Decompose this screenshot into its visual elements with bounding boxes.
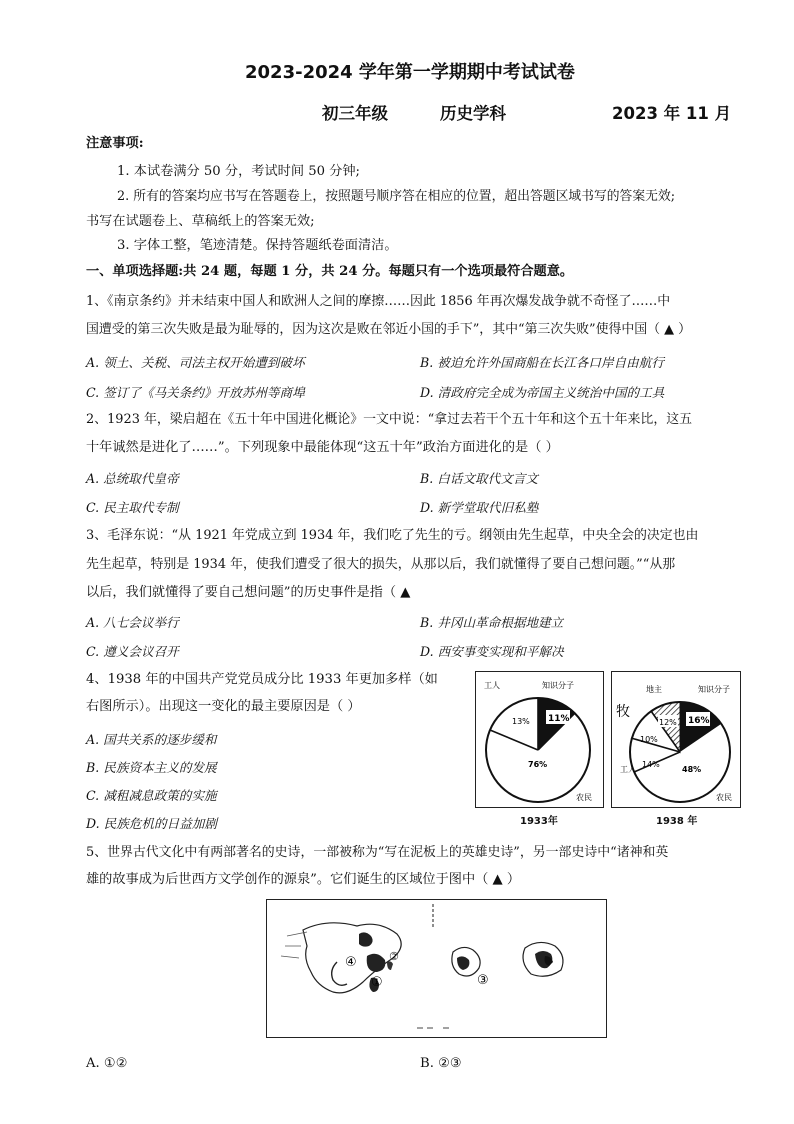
pie-1938-label-intellectual: 知识分子 bbox=[698, 685, 730, 694]
q4-option-b: B. 民族资本主义的发展 bbox=[86, 760, 217, 775]
pie-1938-label-landlord: 地主 bbox=[646, 685, 662, 694]
world-map bbox=[267, 900, 606, 1037]
q4-stem-line1: 4、1938 年的中国共产党党员成分比 1933 年更加多样（如 bbox=[86, 672, 438, 687]
exam-date: 2023 年 11 月 bbox=[612, 104, 732, 123]
q3-stem-line3: 以后，我们就懂得了要自己想问题”的历史事件是指（ ▲ bbox=[86, 585, 411, 600]
q3-option-a: A. 八七会议举行 bbox=[86, 615, 179, 630]
q2-option-c: C. 民主取代专制 bbox=[86, 500, 179, 515]
pie-1938-label-intel-value: 16% bbox=[688, 716, 710, 726]
notice-item-2a: 2. 所有的答案均应书写在答题卷上，按照题号顺序答在相应的位置，超出答题区域书写的答案无效; bbox=[117, 189, 676, 204]
q3-stem-line1: 3、毛泽东说：“从 1921 年党成立到 1934 年，我们吃了先生的亏。纲领由先生起草，中央全会的决定也由 bbox=[86, 528, 699, 543]
q3-option-b: B. 井冈山革命根据地建立 bbox=[420, 615, 564, 630]
notice-heading: 注意事项: bbox=[86, 136, 144, 151]
pie-1933-label-intel-value: 11% bbox=[548, 714, 570, 724]
q5-option-a: A. ①② bbox=[86, 1056, 128, 1071]
map-mark-4: ④ bbox=[345, 955, 357, 970]
q5-stem-line1: 5、世界古代文化中有两部著名的史诗，一部被称为“写在泥板上的英雄史诗”，另一部史诗中“诸神和英 bbox=[86, 845, 669, 860]
q4-option-d: D. 民族危机的日益加剧 bbox=[86, 816, 217, 831]
q5-stem-line2: 雄的故事成为后世西方文学创作的源泉”。它们诞生的区域位于图中（ ▲ ） bbox=[86, 872, 521, 887]
pie-chart-1938 bbox=[612, 672, 740, 807]
subject-label: 历史学科 bbox=[440, 104, 506, 123]
pie-chart-1933-frame bbox=[475, 671, 604, 808]
pie-1933-label-worker-value: 13% bbox=[512, 717, 530, 726]
q1-option-a: A. 领土、关税、司法主权开始遭到破坏 bbox=[86, 355, 305, 370]
pie-1933-label-farmer: 农民 bbox=[576, 793, 592, 802]
map-mark-2: ② bbox=[389, 950, 399, 963]
world-map-figure bbox=[266, 899, 607, 1038]
pie-1933-label-worker: 工人 bbox=[484, 681, 500, 690]
q3-option-d: D. 西安事变实现和平解决 bbox=[420, 644, 564, 659]
q4-stem-line2: 右图所示）。出现这一变化的最主要原因是（ ） bbox=[86, 699, 361, 714]
notice-item-2b: 书写在试题卷上、草稿纸上的答案无效; bbox=[86, 214, 315, 229]
pie-1938-label-worker: 工人 bbox=[620, 765, 636, 774]
q5-option-b: B. ②③ bbox=[420, 1056, 462, 1071]
q4-option-a: A. 国共关系的逐步缓和 bbox=[86, 732, 217, 747]
exam-title: 2023-2024 学年第一学期期中考试试卷 bbox=[245, 62, 575, 83]
pie-chart-1938-frame bbox=[611, 671, 741, 808]
pie-1938-label-herd: 牧 bbox=[616, 704, 630, 720]
pie-1938-label-landlord-value: 12% bbox=[659, 718, 677, 727]
pie-1938-label-worker-value: 14% bbox=[642, 760, 660, 769]
q2-option-b: B. 白话文取代文言文 bbox=[420, 471, 539, 486]
q1-stem-line1: 1、《南京条约》并未结束中国人和欧洲人之间的摩擦……因此 1856 年再次爆发战争就不奇怪了……中 bbox=[86, 294, 671, 309]
notice-item-1: 1. 本试卷满分 50 分，考试时间 50 分钟; bbox=[117, 164, 360, 179]
pie-1933-label-intellectual: 知识分子 bbox=[542, 681, 574, 690]
q2-stem-line2: 十年诚然是进化了……”。下列现象中最能体现“这五十年”政治方面进化的是（ ） bbox=[86, 440, 559, 455]
grade-label: 初三年级 bbox=[322, 104, 388, 123]
q2-stem-line1: 2、1923 年，梁启超在《五十年中国进化概论》一文中说：“拿过去若干个五十年和这个五十年来比，这五 bbox=[86, 412, 692, 427]
pie-1938-caption: 1938 年 bbox=[656, 816, 698, 827]
q1-option-b: B. 被迫允许外国商船在长江各口岸自由航行 bbox=[420, 355, 664, 370]
map-mark-3: ③ bbox=[477, 973, 489, 988]
pie-chart-1933 bbox=[476, 672, 603, 807]
q1-option-c: C. 签订了《马关条约》开放苏州等商埠 bbox=[86, 385, 305, 400]
q1-stem-line2: 国遭受的第三次失败是最为耻辱的，因为这次是败在邻近小国的手下”，其中“第三次失败”使得中国（ ▲ ） bbox=[86, 322, 692, 337]
map-mark-1: ① bbox=[371, 975, 383, 990]
pie-1938-label-farmer: 农民 bbox=[716, 793, 732, 802]
section-heading: 一、单项选择题:共 24 题，每题 1 分，共 24 分。每题只有一个选项最符合题意。 bbox=[86, 264, 574, 279]
pie-1933-label-farmer-value: 76% bbox=[528, 760, 548, 769]
q2-option-a: A. 总统取代皇帝 bbox=[86, 471, 179, 486]
q4-option-c: C. 减租减息政策的实施 bbox=[86, 788, 217, 803]
notice-item-3: 3. 字体工整，笔迹清楚。保持答题纸卷面清洁。 bbox=[117, 238, 398, 253]
q1-option-d: D. 清政府完全成为帝国主义统治中国的工具 bbox=[420, 385, 665, 400]
q3-stem-line2: 先生起草，特别是 1934 年，使我们遭受了很大的损失，从那以后，我们就懂得了要自己想问题。”“从那 bbox=[86, 557, 676, 572]
pie-1938-label-herd-value: 10% bbox=[640, 735, 658, 744]
q3-option-c: C. 遵义会议召开 bbox=[86, 644, 179, 659]
pie-1938-label-farmer-value: 48% bbox=[682, 765, 702, 774]
pie-1933-caption: 1933年 bbox=[520, 816, 558, 827]
q2-option-d: D. 新学堂取代旧私塾 bbox=[420, 500, 539, 515]
